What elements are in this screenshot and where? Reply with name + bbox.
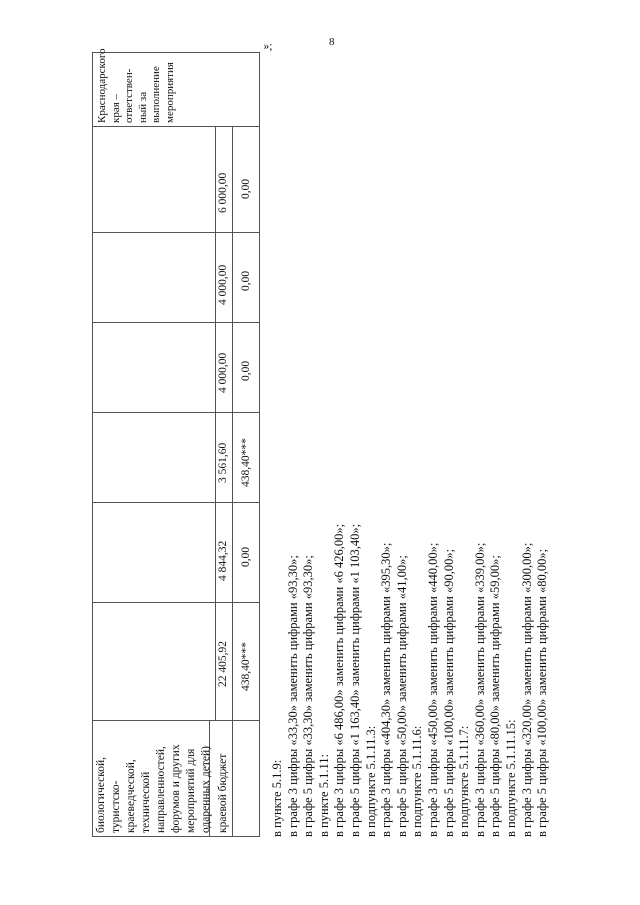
table-cell-value: 3 561,60 xyxy=(217,442,229,483)
responsible-cell: Краснодарского края – ответствен- ный за выполнение мероприятия xyxy=(96,48,176,123)
table-cell-value: 0,00 xyxy=(240,178,252,199)
table-cell-value: 4 844,32 xyxy=(217,540,229,581)
table-col-line xyxy=(92,232,260,233)
amendment-line: в подпункте 5.1.11.6: xyxy=(410,725,425,837)
amendment-line: в графе 5 цифры «100,00» заменить цифрами «80,00»; xyxy=(535,548,550,837)
table-col-line xyxy=(92,322,260,323)
amendment-line: в пункте 5.1.11: xyxy=(316,754,331,837)
amendment-line: в графе 5 цифры «50,00» заменить цифрами «41,00»; xyxy=(394,555,409,837)
amendment-line: в подпункте 5.1.11.3: xyxy=(363,725,378,837)
event-description-cell: биологической, туристско- краеведческой, технической направленностей, форумов и других мероприятий для одаренных детей) xyxy=(95,744,212,833)
table-border-left xyxy=(92,836,260,837)
amendment-line: в подпункте 5.1.11.7: xyxy=(457,725,472,837)
table-cell-value: 438,40*** xyxy=(240,642,252,691)
table-cell-value: 22 405,92 xyxy=(217,641,229,687)
amendment-line: в подпункте 5.1.11.15: xyxy=(503,719,518,837)
budget-table xyxy=(92,48,260,837)
page-number: 8 xyxy=(329,36,335,48)
amendment-line: в графе 3 цифры «320,00» заменить цифрами «300,00»; xyxy=(519,542,534,837)
table-col-line xyxy=(92,602,260,603)
table-cell-value: 0,00 xyxy=(240,270,252,291)
amendments-list xyxy=(270,524,551,837)
amendment-line: в графе 3 цифры «6 486,00» заменить цифрами «6 426,00»; xyxy=(332,523,347,837)
amendment-line: в графе 5 цифры «100,00» заменить цифрами «90,00»; xyxy=(441,548,456,837)
table-cell-value: 0,00 xyxy=(240,546,252,567)
table-cell-value: 0,00 xyxy=(240,360,252,381)
budget-label-cell: краевой бюджет xyxy=(217,753,229,833)
amendment-line: в графе 5 цифры «1 163,40» заменить цифрами «1 103,40»; xyxy=(347,523,362,837)
amendment-line: в графе 3 цифры «450,00» заменить цифрами «440,00»; xyxy=(425,542,440,837)
table-cell-value: 4 000,00 xyxy=(217,264,229,305)
amendment-line: в графе 3 цифры «33,30» заменить цифрами «93,30»; xyxy=(285,555,300,837)
amendment-line: в пункте 5.1.9: xyxy=(270,759,284,837)
table-col-line xyxy=(92,502,260,503)
amendment-line: в графе 3 цифры «404,30» заменить цифрами «395,30»; xyxy=(379,542,394,837)
table-col-line xyxy=(92,720,260,721)
table-cell-value: 4 000,00 xyxy=(217,352,229,393)
table-col-line xyxy=(92,126,260,127)
table-cell-value: 6 000,00 xyxy=(217,172,229,213)
table-line-row2-top xyxy=(232,127,233,837)
amendment-line: в графе 5 цифры «80,00» заменить цифрами «59,00»; xyxy=(488,555,503,837)
table-col-line xyxy=(92,412,260,413)
table-line-row1-top xyxy=(215,127,216,721)
amendment-line: в графе 3 цифры «360,00» заменить цифрами «339,00»; xyxy=(472,542,487,837)
table-cell-value: 438,40*** xyxy=(240,438,252,487)
amendment-line: в графе 5 цифры «33,30» заменить цифрами «93,30»; xyxy=(301,555,316,837)
closing-quote: »; xyxy=(263,40,273,53)
